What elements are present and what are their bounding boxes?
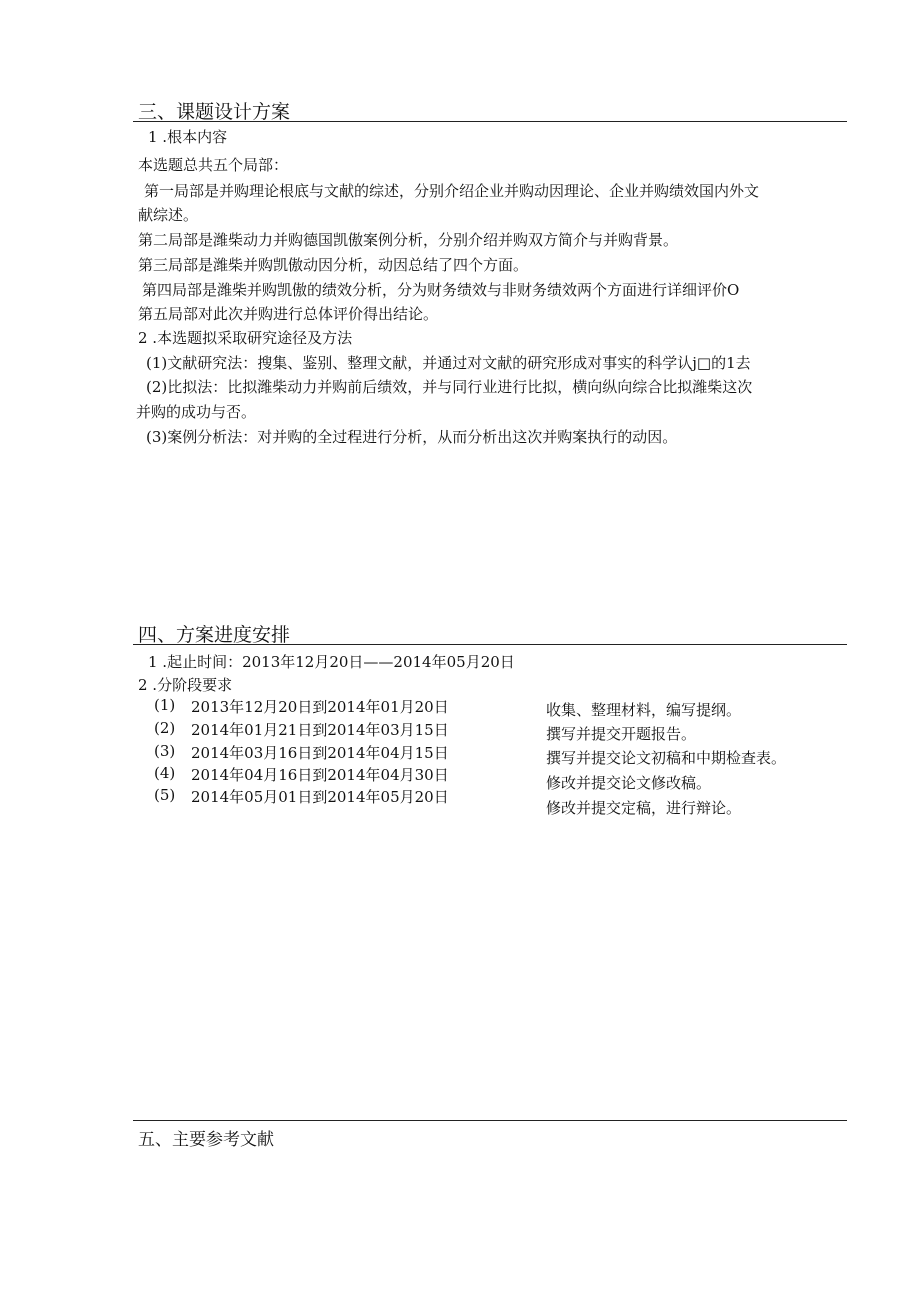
section-3-heading: 三、课题设计方案	[138, 101, 291, 123]
section-3-subheading-2: 2 .本选题拟采取研究途径及方法	[138, 329, 353, 347]
section-5-heading: 五、主要参考文献	[138, 1130, 274, 1150]
method-3: (3)案例分析法：对并购的全过程进行分析，从而分析出这次并购案执行的动因。	[146, 428, 678, 446]
paragraph-part-2: 第二局部是潍柴动力并购德国凯傲案例分析，分别介绍并购双方简介与并购背景。	[138, 231, 679, 249]
schedule-row-task: 收集、整理材料，编写提纲。	[546, 701, 742, 719]
method-2-line-1: (2)比拟法：比拟潍柴动力并购前后绩效，并与同行业进行比拟，横向纵向综合比拟潍柴这次	[146, 378, 753, 396]
method-1: (1)文献研究法：搜集、鉴别、整理文献，并通过对文献的研究形成对事实的科学认j□的1去	[146, 354, 751, 372]
paragraph-part-5: 第五局部对此次并购进行总体评价得出结论。	[138, 305, 439, 323]
paragraph-intro: 本选题总共五个局部：	[138, 156, 289, 174]
paragraph-part-4: 第四局部是潍柴并购凯傲的绩效分析，分为财务绩效与非财务绩效两个方面进行详细评价O	[142, 281, 740, 299]
schedule-row-dates: 2014年03月16日到2014年04月15日	[191, 744, 449, 762]
schedule-row-index: (1)	[154, 696, 176, 714]
schedule-row-index: (4)	[154, 764, 176, 782]
schedule-stages-heading: 2 .分阶段要求	[138, 676, 233, 694]
section-4-heading: 四、方案进度安排	[138, 624, 291, 646]
section-3-subheading-1: 1 .根本内容	[148, 128, 228, 146]
section-3-rule	[133, 121, 847, 122]
schedule-row-task: 撰写并提交开题报告。	[546, 725, 697, 743]
schedule-row-dates: 2014年01月21日到2014年03月15日	[191, 721, 449, 739]
paragraph-part-1-line-1: 第一局部是并购理论根底与文献的综述，分别介绍企业并购动因理论、企业并购绩效国内外文	[144, 182, 760, 200]
schedule-row-index: (3)	[154, 742, 176, 760]
section-4-rule	[133, 644, 847, 645]
schedule-row-index: (5)	[154, 786, 176, 804]
schedule-period: 1 .起止时间：2013年12月20日——2014年05月20日	[148, 653, 515, 671]
schedule-row-task: 修改并提交定稿，进行辩论。	[546, 799, 742, 817]
schedule-row-index: (2)	[154, 719, 176, 737]
schedule-row-task: 撰写并提交论文初稿和中期检查表。	[546, 749, 787, 767]
schedule-row-task: 修改并提交论文修改稿。	[546, 774, 712, 792]
method-2-line-2: 并购的成功与否。	[136, 403, 257, 421]
section-5-rule	[133, 1120, 847, 1121]
schedule-row-dates: 2014年04月16日到2014年04月30日	[191, 766, 449, 784]
schedule-row-dates: 2013年12月20日到2014年01月20日	[191, 698, 449, 716]
paragraph-part-1-line-2: 献综述。	[138, 206, 199, 224]
schedule-row-dates: 2014年05月01日到2014年05月20日	[191, 788, 449, 806]
paragraph-part-3: 第三局部是潍柴并购凯傲动因分析，动因总结了四个方面。	[138, 256, 529, 274]
